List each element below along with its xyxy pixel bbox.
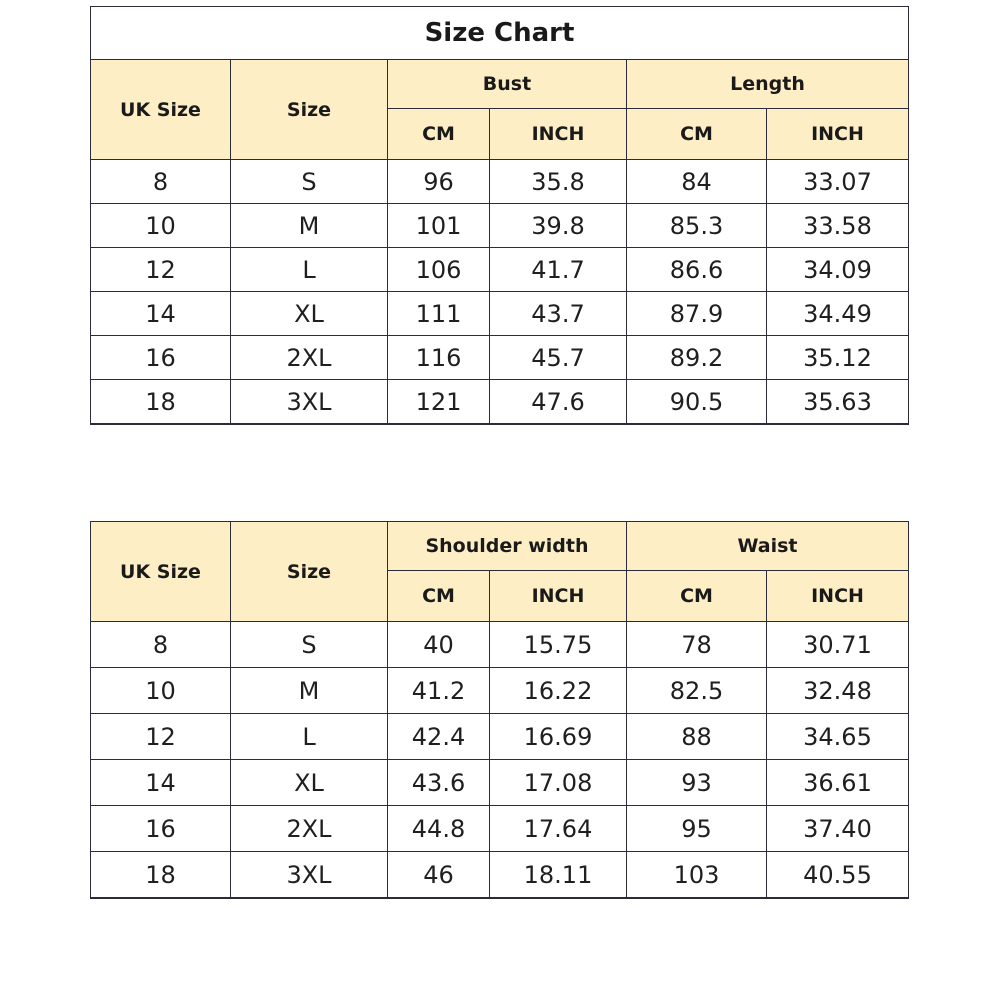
uk-size-cell: 10 [91, 204, 231, 248]
table-row [91, 852, 909, 899]
bust-inch-cell: 41.7 [490, 248, 627, 292]
length-inch-cell: 34.49 [767, 292, 909, 336]
shoulder-cm-cell: 41.2 [388, 668, 490, 714]
shoulder-inch-cell: 18.11 [490, 852, 627, 899]
uk-size-cell: 10 [91, 668, 231, 714]
length-inch-cell: 35.12 [767, 336, 909, 380]
table-row [91, 380, 909, 425]
bust-cm-header: CM [388, 109, 490, 160]
table-row [91, 760, 909, 806]
waist-cm-cell: 103 [627, 852, 767, 899]
waist-cm-cell: 88 [627, 714, 767, 760]
length-inch-cell: 34.09 [767, 248, 909, 292]
shoulder-cm-cell: 40 [388, 622, 490, 668]
waist-cm-cell: 78 [627, 622, 767, 668]
bust-inch-header: INCH [490, 109, 627, 160]
shoulder-cm-cell: 42.4 [388, 714, 490, 760]
size-cell: S [231, 160, 388, 204]
length-inch-cell: 33.07 [767, 160, 909, 204]
uk-size-cell: 18 [91, 380, 231, 425]
shoulder-inch-cell: 17.08 [490, 760, 627, 806]
waist-inch-header: INCH [767, 571, 909, 622]
bust-inch-cell: 39.8 [490, 204, 627, 248]
size-cell: S [231, 622, 388, 668]
bust-cm-cell: 111 [388, 292, 490, 336]
shoulder-inch-cell: 16.22 [490, 668, 627, 714]
waist-inch-cell: 36.61 [767, 760, 909, 806]
page-title: Size Chart [91, 7, 909, 60]
size-cell: 2XL [231, 336, 388, 380]
waist-cm-cell: 95 [627, 806, 767, 852]
table-row [91, 160, 909, 204]
length-cm-cell: 89.2 [627, 336, 767, 380]
table-row [91, 336, 909, 380]
uk-size-cell: 18 [91, 852, 231, 899]
uk-size-cell: 14 [91, 292, 231, 336]
shoulder-inch-header: INCH [490, 571, 627, 622]
waist-cm-header: CM [627, 571, 767, 622]
size-cell: L [231, 714, 388, 760]
waist-cm-cell: 93 [627, 760, 767, 806]
size-cell: M [231, 668, 388, 714]
length-cm-header: CM [627, 109, 767, 160]
bust-header: Bust [388, 60, 627, 109]
uk-size-cell: 12 [91, 714, 231, 760]
table-row [91, 248, 909, 292]
bust-cm-cell: 121 [388, 380, 490, 425]
size-cell: 2XL [231, 806, 388, 852]
table-row [91, 668, 909, 714]
waist-inch-cell: 40.55 [767, 852, 909, 899]
length-cm-cell: 87.9 [627, 292, 767, 336]
bust-inch-cell: 47.6 [490, 380, 627, 425]
waist-inch-cell: 34.65 [767, 714, 909, 760]
bust-cm-cell: 101 [388, 204, 490, 248]
size-chart-table-bust-length [90, 6, 909, 425]
uk-size-header: UK Size [91, 522, 231, 622]
uk-size-cell: 8 [91, 160, 231, 204]
table-row [91, 292, 909, 336]
size-cell: L [231, 248, 388, 292]
waist-inch-cell: 30.71 [767, 622, 909, 668]
uk-size-cell: 12 [91, 248, 231, 292]
waist-header: Waist [627, 522, 909, 571]
table-row [91, 714, 909, 760]
length-cm-cell: 84 [627, 160, 767, 204]
uk-size-cell: 14 [91, 760, 231, 806]
table-row [91, 204, 909, 248]
bust-inch-cell: 43.7 [490, 292, 627, 336]
table-row [91, 806, 909, 852]
length-cm-cell: 86.6 [627, 248, 767, 292]
shoulder-cm-header: CM [388, 571, 490, 622]
shoulder-cm-cell: 43.6 [388, 760, 490, 806]
waist-cm-cell: 82.5 [627, 668, 767, 714]
shoulder-cm-cell: 44.8 [388, 806, 490, 852]
size-chart-table-shoulder-waist [90, 521, 909, 899]
length-header: Length [627, 60, 909, 109]
uk-size-cell: 16 [91, 806, 231, 852]
shoulder-inch-cell: 15.75 [490, 622, 627, 668]
length-cm-cell: 90.5 [627, 380, 767, 425]
shoulder-width-header: Shoulder width [388, 522, 627, 571]
size-header: Size [231, 60, 388, 160]
uk-size-cell: 8 [91, 622, 231, 668]
size-cell: XL [231, 292, 388, 336]
shoulder-cm-cell: 46 [388, 852, 490, 899]
size-header: Size [231, 522, 388, 622]
waist-inch-cell: 32.48 [767, 668, 909, 714]
length-inch-cell: 35.63 [767, 380, 909, 425]
shoulder-inch-cell: 17.64 [490, 806, 627, 852]
table-row [91, 622, 909, 668]
bust-cm-cell: 106 [388, 248, 490, 292]
size-cell: 3XL [231, 380, 388, 425]
shoulder-inch-cell: 16.69 [490, 714, 627, 760]
uk-size-cell: 16 [91, 336, 231, 380]
length-cm-cell: 85.3 [627, 204, 767, 248]
bust-cm-cell: 96 [388, 160, 490, 204]
size-cell: 3XL [231, 852, 388, 899]
bust-inch-cell: 35.8 [490, 160, 627, 204]
bust-inch-cell: 45.7 [490, 336, 627, 380]
uk-size-header: UK Size [91, 60, 231, 160]
size-cell: M [231, 204, 388, 248]
waist-inch-cell: 37.40 [767, 806, 909, 852]
length-inch-header: INCH [767, 109, 909, 160]
size-cell: XL [231, 760, 388, 806]
bust-cm-cell: 116 [388, 336, 490, 380]
length-inch-cell: 33.58 [767, 204, 909, 248]
